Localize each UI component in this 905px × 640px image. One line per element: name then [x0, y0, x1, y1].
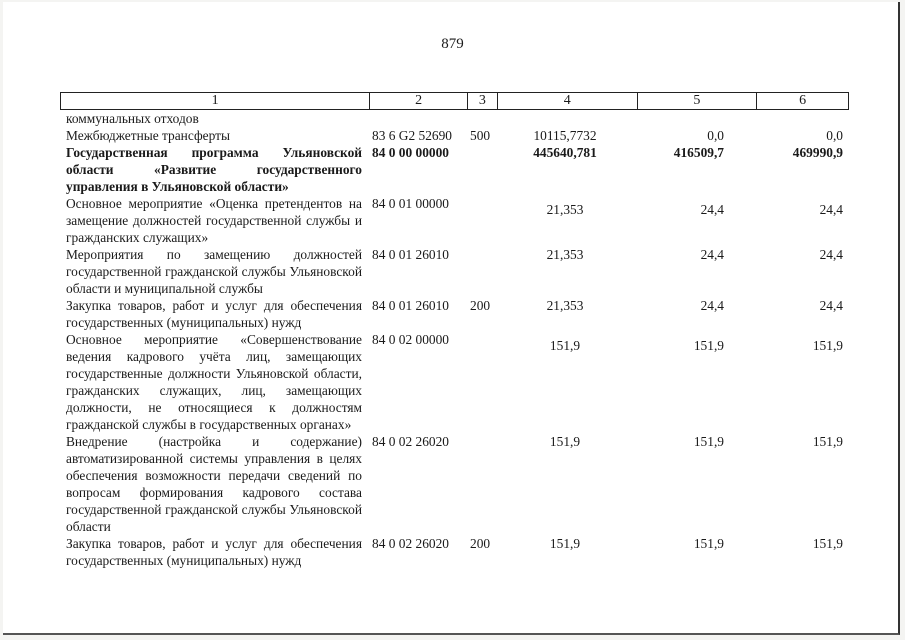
row-code: 84 0 01 26010 [372, 247, 449, 262]
header-col-4: 4 [498, 93, 638, 109]
budget-table-body [66, 110, 856, 569]
row-value-col4: 445640,781 [533, 145, 597, 160]
row-value-col5: 24,4 [700, 298, 724, 313]
table-row [66, 297, 856, 331]
row-value-col6: 0,0 [826, 128, 843, 143]
table-row [66, 195, 856, 246]
header-col-5: 5 [638, 93, 758, 109]
row-expense-type: 500 [470, 128, 491, 143]
row-value-col6: 151,9 [812, 434, 843, 449]
table-row [66, 433, 856, 535]
table-row [66, 127, 856, 144]
page-number: 879 [441, 36, 464, 52]
row-value-col6: 469990,9 [792, 145, 843, 160]
row-value-col5: 0,0 [707, 128, 724, 143]
row-value-col4: 21,353 [546, 247, 584, 262]
row-expense-type: 200 [470, 298, 491, 313]
row-value-col4: 151,9 [549, 338, 581, 353]
row-value-col6: 151,9 [812, 338, 843, 353]
row-name: Государственная программа Ульяновской области «Развитие государственного управления в Ульяновской области» [66, 145, 362, 194]
row-code: 84 0 00 00000 [372, 145, 449, 160]
row-code: 83 6 G2 52690 [372, 128, 452, 143]
row-code: 84 0 01 00000 [372, 196, 449, 211]
row-value-col4: 151,9 [549, 536, 581, 551]
row-code: 84 0 02 26020 [372, 434, 449, 449]
row-value-col6: 151,9 [812, 536, 843, 551]
header-col-2: 2 [370, 93, 468, 109]
row-name: коммунальных отходов [66, 111, 199, 126]
row-code: 84 0 02 00000 [372, 332, 449, 347]
row-value-col5: 24,4 [700, 247, 724, 262]
row-value-col5: 151,9 [693, 338, 724, 353]
header-col-1: 1 [61, 93, 370, 109]
row-code: 84 0 01 26010 [372, 298, 449, 313]
table-row [66, 331, 856, 433]
row-value-col4: 10115,7732 [533, 128, 597, 143]
row-value-col4: 21,353 [546, 298, 584, 313]
row-code: 84 0 02 26020 [372, 536, 449, 551]
row-value-col5: 151,9 [693, 434, 724, 449]
row-name: Основное мероприятие «Совершенствование ведения кадрового учёта лиц, замещающих государственные должности Ульяновской области, гражданских служащих, лиц, замещающих должности, не относящиеся к должностям гражданской службы в государственных органах» [66, 332, 362, 432]
row-value-col4: 151,9 [549, 434, 581, 449]
row-value-col6: 24,4 [819, 247, 843, 262]
table-row [66, 110, 856, 127]
table-row [66, 144, 856, 195]
row-name: Мероприятия по замещению должностей государственной гражданской службы Ульяновской области и муниципальной службы [66, 247, 362, 296]
row-name: Основное мероприятие «Оценка претендентов на замещение должностей государственной службы и гражданских служащих» [66, 196, 362, 245]
row-value-col5: 151,9 [693, 536, 724, 551]
table-row [66, 246, 856, 297]
row-value-col5: 416509,7 [673, 145, 724, 160]
header-col-3: 3 [468, 93, 498, 109]
row-value-col6: 24,4 [819, 298, 843, 313]
row-value-col5: 24,4 [700, 202, 724, 217]
row-name: Внедрение (настройка и содержание) автоматизированной системы управления в целях обеспечения возможности передачи сведений по вопросам формирования кадрового состава государственной гражданской службы Ульяновской области [66, 434, 362, 534]
row-name: Закупка товаров, работ и услуг для обеспечения государственных (муниципальных) нужд [66, 298, 362, 330]
header-col-6: 6 [799, 93, 807, 108]
row-value-col4: 21,353 [546, 202, 584, 217]
row-name: Закупка товаров, работ и услуг для обеспечения государственных (муниципальных) нужд [66, 536, 362, 568]
table-header-row [60, 92, 849, 110]
row-expense-type: 200 [470, 536, 491, 551]
row-value-col6: 24,4 [819, 202, 843, 217]
table-row [66, 535, 856, 569]
row-name: Межбюджетные трансферты [66, 128, 230, 143]
